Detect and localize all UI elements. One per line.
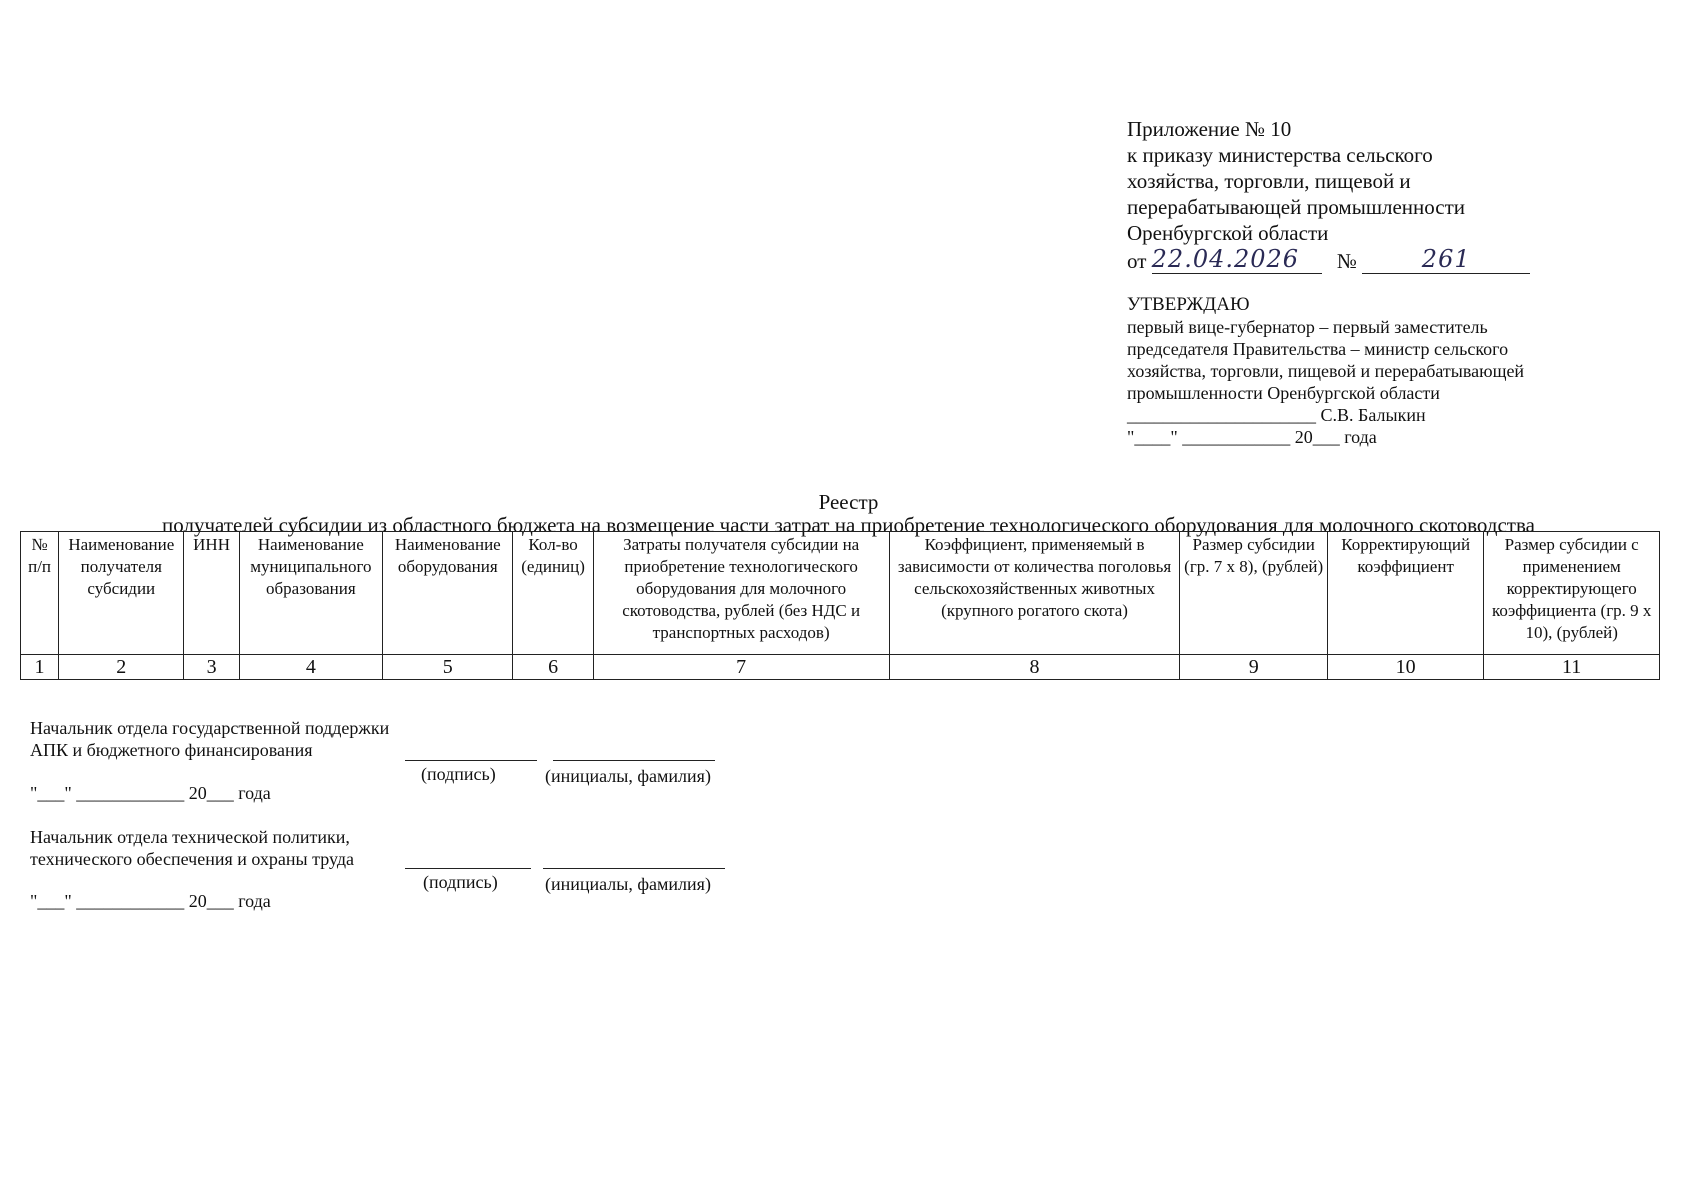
header-cell-quantity: Кол-во (единиц) bbox=[513, 532, 593, 655]
column-number-cell: 9 bbox=[1180, 655, 1327, 680]
signature-caption: (подпись) bbox=[423, 872, 498, 892]
appendix-line: перерабатывающей промышленности bbox=[1127, 195, 1466, 219]
signature-date-line: "___" ____________ 20___ года bbox=[30, 783, 271, 803]
column-number-cell: 11 bbox=[1484, 655, 1660, 680]
column-number-cell: 7 bbox=[593, 655, 889, 680]
header-cell-coefficient: Коэффициент, применяемый в зависимости от количества поголовья сельскохозяйственных животных (крупного рогатого скота) bbox=[889, 532, 1180, 655]
order-date-number-line bbox=[1127, 246, 1647, 274]
appendix-line: Оренбургской области bbox=[1127, 221, 1329, 245]
column-number-cell: 8 bbox=[889, 655, 1180, 680]
column-number-cell: 1 bbox=[21, 655, 59, 680]
name-line bbox=[543, 868, 725, 869]
order-date-field bbox=[1152, 246, 1322, 274]
column-number-cell: 5 bbox=[383, 655, 513, 680]
column-number-cell: 2 bbox=[59, 655, 184, 680]
signature-title: АПК и бюджетного финансирования bbox=[30, 740, 313, 760]
column-number-cell: 3 bbox=[184, 655, 239, 680]
header-cell-subsidy-amount: Размер субсидии (гр. 7 х 8), (рублей) bbox=[1180, 532, 1327, 655]
name-caption: (инициалы, фамилия) bbox=[545, 766, 711, 786]
approval-heading: УТВЕРЖДАЮ bbox=[1127, 294, 1250, 315]
column-number-cell: 4 bbox=[239, 655, 382, 680]
column-number-cell: 6 bbox=[513, 655, 593, 680]
header-cell-correction-coefficient: Корректирующий коэффициент bbox=[1327, 532, 1483, 655]
appendix-line: Приложение № 10 bbox=[1127, 117, 1292, 141]
header-cell-corrected-subsidy: Размер субсидии с применением корректирующего коэффициента (гр. 9 х 10), (рублей) bbox=[1484, 532, 1660, 655]
registry-title: Реестр bbox=[818, 490, 879, 514]
approval-date-line: "____" ____________ 20___ года bbox=[1127, 427, 1377, 447]
signature-title: Начальник отдела технической политики, bbox=[30, 827, 350, 847]
order-date-handwritten: 22.04.2026 bbox=[1151, 245, 1300, 273]
signature-date-line: "___" ____________ 20___ года bbox=[30, 891, 271, 911]
table-header-row bbox=[21, 532, 1660, 655]
signature-caption: (подпись) bbox=[421, 764, 496, 784]
header-cell-recipient: Наименование получателя субсидии bbox=[59, 532, 184, 655]
signature-title: технического обеспечения и охраны труда bbox=[30, 849, 354, 869]
column-number-cell: 10 bbox=[1327, 655, 1483, 680]
appendix-block bbox=[1127, 116, 1647, 274]
approval-line: первый вице-губернатор – первый заместитель bbox=[1127, 317, 1488, 337]
name-line bbox=[553, 760, 715, 761]
appendix-line: хозяйства, торговли, пищевой и bbox=[1127, 169, 1411, 193]
signature-line bbox=[405, 868, 531, 869]
approval-block bbox=[1127, 294, 1627, 448]
approval-line: председателя Правительства – министр сельского bbox=[1127, 339, 1509, 359]
registry-table bbox=[20, 531, 1660, 680]
header-cell-inn: ИНН bbox=[184, 532, 239, 655]
number-prefix: № bbox=[1336, 249, 1357, 273]
approval-line: промышленности Оренбургской области bbox=[1127, 383, 1440, 403]
approval-signature-line: _____________________ С.В. Балыкин bbox=[1127, 405, 1426, 425]
name-caption: (инициалы, фамилия) bbox=[545, 874, 711, 894]
date-prefix: от bbox=[1127, 249, 1147, 273]
header-cell-costs: Затраты получателя субсидии на приобретение технологического оборудования для молочного скотоводства, рублей (без НДС и транспортных расходов) bbox=[593, 532, 889, 655]
order-number-field bbox=[1362, 246, 1530, 274]
appendix-line: к приказу министерства сельского bbox=[1127, 143, 1433, 167]
header-cell-equipment: Наименование оборудования bbox=[383, 532, 513, 655]
table-row bbox=[21, 655, 1660, 680]
header-cell-index: № п/п bbox=[21, 532, 59, 655]
signature-title: Начальник отдела государственной поддержки bbox=[30, 718, 390, 738]
approval-line: хозяйства, торговли, пищевой и перерабатывающей bbox=[1127, 361, 1525, 381]
order-number-handwritten: 261 bbox=[1421, 245, 1471, 273]
signature-line bbox=[405, 760, 537, 761]
registry-subtitle: получателей субсидии из областного бюджета на возмещение части затрат на приобретение технологического оборудования для молочного скотоводства bbox=[162, 513, 1535, 537]
header-cell-municipality: Наименование муниципального образования bbox=[239, 532, 382, 655]
